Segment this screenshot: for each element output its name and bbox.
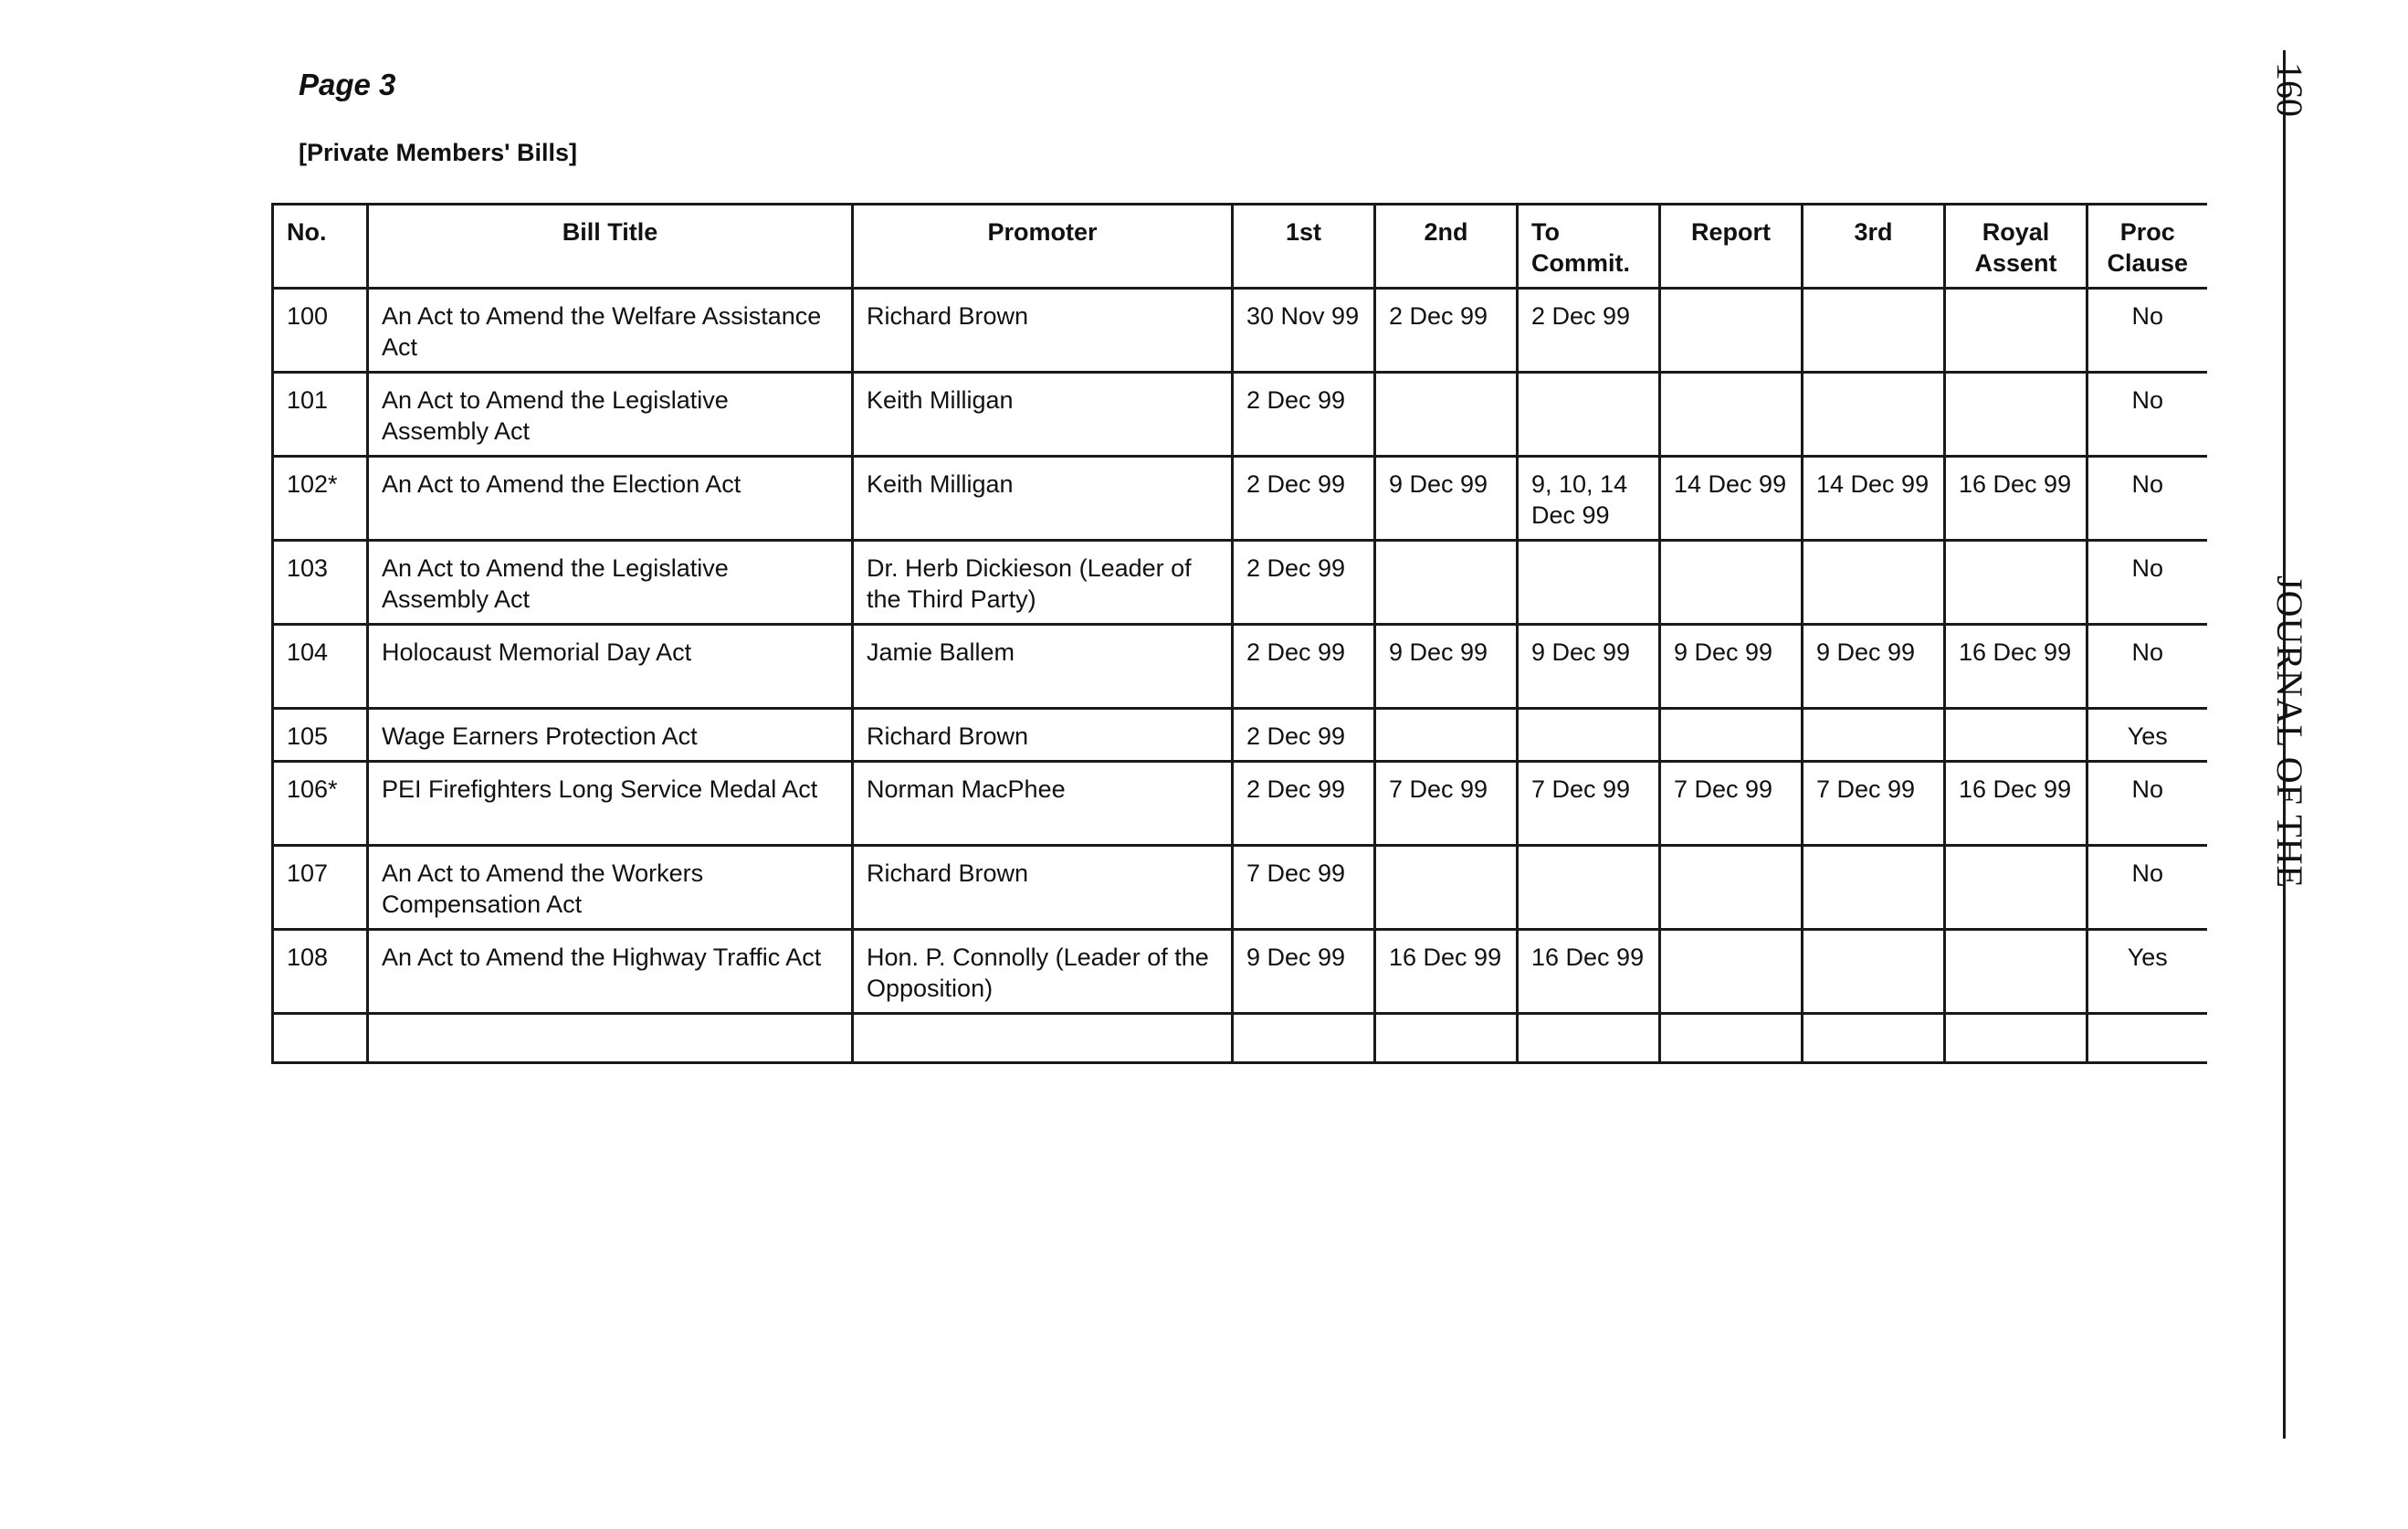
cell-bill-title: An Act to Amend the Workers Compensation Act xyxy=(368,846,853,930)
cell-third-reading: 14 Dec 99 xyxy=(1803,457,1945,541)
cell-promoter: Hon. P. Connolly (Leader of the Opposition) xyxy=(853,930,1233,1014)
cell-promoter: Richard Brown xyxy=(853,709,1233,762)
cell-empty xyxy=(1518,1014,1660,1063)
cell-third-reading xyxy=(1803,846,1945,930)
cell-royal-assent xyxy=(1945,846,2087,930)
cell-royal-assent xyxy=(1945,373,2087,457)
table-row xyxy=(273,930,2207,1014)
cell-to-committee: 16 Dec 99 xyxy=(1518,930,1660,1014)
cell-royal-assent xyxy=(1945,930,2087,1014)
cell-third-reading xyxy=(1803,709,1945,762)
cell-report xyxy=(1660,709,1803,762)
cell-second-reading xyxy=(1375,541,1518,625)
cell-first-reading: 2 Dec 99 xyxy=(1233,457,1375,541)
cell-first-reading: 30 Nov 99 xyxy=(1233,289,1375,373)
cell-third-reading: 9 Dec 99 xyxy=(1803,625,1945,709)
header-bill-title: Bill Title xyxy=(368,205,853,289)
cell-empty xyxy=(1233,1014,1375,1063)
cell-first-reading: 7 Dec 99 xyxy=(1233,846,1375,930)
cell-no: 104 xyxy=(273,625,368,709)
table-header-row xyxy=(273,205,2207,289)
cell-to-committee: 2 Dec 99 xyxy=(1518,289,1660,373)
cell-report xyxy=(1660,289,1803,373)
header-first-reading: 1st xyxy=(1233,205,1375,289)
cell-promoter: Keith Milligan xyxy=(853,373,1233,457)
header-third-reading: 3rd xyxy=(1803,205,1945,289)
header-royal-assent: Royal Assent xyxy=(1945,205,2087,289)
cell-first-reading: 9 Dec 99 xyxy=(1233,930,1375,1014)
cell-third-reading xyxy=(1803,373,1945,457)
cell-proc-clause: No xyxy=(2087,846,2207,930)
table-row xyxy=(273,289,2207,373)
cell-royal-assent xyxy=(1945,709,2087,762)
cell-second-reading: 16 Dec 99 xyxy=(1375,930,1518,1014)
cell-bill-title: An Act to Amend the Legislative Assembly Act xyxy=(368,373,853,457)
cell-bill-title: An Act to Amend the Welfare Assistance Act xyxy=(368,289,853,373)
cell-no: 105 xyxy=(273,709,368,762)
cell-proc-clause: Yes xyxy=(2087,709,2207,762)
table-row xyxy=(273,762,2207,846)
section-title: [Private Members' Bills] xyxy=(299,139,578,166)
cell-bill-title: An Act to Amend the Election Act xyxy=(368,457,853,541)
cell-bill-title: Holocaust Memorial Day Act xyxy=(368,625,853,709)
cell-second-reading xyxy=(1375,709,1518,762)
cell-report: 14 Dec 99 xyxy=(1660,457,1803,541)
cell-no: 102* xyxy=(273,457,368,541)
cell-no: 107 xyxy=(273,846,368,930)
page-label: Page 3 xyxy=(299,68,396,101)
cell-empty xyxy=(1945,1014,2087,1063)
cell-promoter: Richard Brown xyxy=(853,289,1233,373)
cell-promoter: Keith Milligan xyxy=(853,457,1233,541)
cell-to-committee xyxy=(1518,541,1660,625)
cell-no: 103 xyxy=(273,541,368,625)
cell-no: 100 xyxy=(273,289,368,373)
cell-promoter: Richard Brown xyxy=(853,846,1233,930)
cell-first-reading: 2 Dec 99 xyxy=(1233,762,1375,846)
table-row xyxy=(273,709,2207,762)
cell-bill-title: An Act to Amend the Highway Traffic Act xyxy=(368,930,853,1014)
cell-royal-assent: 16 Dec 99 xyxy=(1945,762,2087,846)
header-proc-clause: Proc Clause xyxy=(2087,205,2207,289)
cell-no: 106* xyxy=(273,762,368,846)
cell-to-committee xyxy=(1518,373,1660,457)
cell-proc-clause: Yes xyxy=(2087,930,2207,1014)
cell-second-reading: 7 Dec 99 xyxy=(1375,762,1518,846)
cell-royal-assent xyxy=(1945,289,2087,373)
header-promoter: Promoter xyxy=(853,205,1233,289)
cell-proc-clause: No xyxy=(2087,541,2207,625)
cell-royal-assent: 16 Dec 99 xyxy=(1945,625,2087,709)
cell-proc-clause: No xyxy=(2087,373,2207,457)
header-second-reading: 2nd xyxy=(1375,205,1518,289)
cell-to-committee: 9 Dec 99 xyxy=(1518,625,1660,709)
cell-report xyxy=(1660,930,1803,1014)
cell-promoter: Dr. Herb Dickieson (Leader of the Third Party) xyxy=(853,541,1233,625)
cell-to-committee xyxy=(1518,846,1660,930)
cell-empty xyxy=(1375,1014,1518,1063)
header-to-committee: To Commit. xyxy=(1518,205,1660,289)
cell-second-reading: 9 Dec 99 xyxy=(1375,457,1518,541)
cell-report xyxy=(1660,541,1803,625)
table-row xyxy=(273,373,2207,457)
table-row xyxy=(273,457,2207,541)
cell-empty xyxy=(273,1014,368,1063)
cell-empty xyxy=(1803,1014,1945,1063)
cell-proc-clause: No xyxy=(2087,762,2207,846)
cell-report xyxy=(1660,373,1803,457)
cell-to-committee: 7 Dec 99 xyxy=(1518,762,1660,846)
cell-to-committee xyxy=(1518,709,1660,762)
header-no: No. xyxy=(273,205,368,289)
cell-proc-clause: No xyxy=(2087,457,2207,541)
cell-bill-title: PEI Firefighters Long Service Medal Act xyxy=(368,762,853,846)
cell-first-reading: 2 Dec 99 xyxy=(1233,541,1375,625)
cell-second-reading xyxy=(1375,373,1518,457)
table-row xyxy=(273,625,2207,709)
cell-bill-title: An Act to Amend the Legislative Assembly Act xyxy=(368,541,853,625)
cell-promoter: Jamie Ballem xyxy=(853,625,1233,709)
cell-proc-clause: No xyxy=(2087,625,2207,709)
bills-table xyxy=(271,203,2207,1064)
cell-second-reading: 9 Dec 99 xyxy=(1375,625,1518,709)
cell-second-reading: 2 Dec 99 xyxy=(1375,289,1518,373)
cell-first-reading: 2 Dec 99 xyxy=(1233,625,1375,709)
cell-empty xyxy=(1660,1014,1803,1063)
cell-second-reading xyxy=(1375,846,1518,930)
cell-third-reading xyxy=(1803,930,1945,1014)
cell-royal-assent xyxy=(1945,541,2087,625)
cell-report: 7 Dec 99 xyxy=(1660,762,1803,846)
cell-first-reading: 2 Dec 99 xyxy=(1233,709,1375,762)
table-row-empty xyxy=(273,1014,2207,1063)
page-number: 160 xyxy=(2269,62,2310,117)
cell-first-reading: 2 Dec 99 xyxy=(1233,373,1375,457)
cell-third-reading xyxy=(1803,289,1945,373)
cell-no: 101 xyxy=(273,373,368,457)
cell-royal-assent: 16 Dec 99 xyxy=(1945,457,2087,541)
cell-empty xyxy=(853,1014,1233,1063)
table-row xyxy=(273,541,2207,625)
cell-empty xyxy=(368,1014,853,1063)
cell-proc-clause: No xyxy=(2087,289,2207,373)
cell-to-committee: 9, 10, 14 Dec 99 xyxy=(1518,457,1660,541)
header-report: Report xyxy=(1660,205,1803,289)
cell-third-reading: 7 Dec 99 xyxy=(1803,762,1945,846)
table-row xyxy=(273,846,2207,930)
cell-empty xyxy=(2087,1014,2207,1063)
running-head: JOURNAL OF THE xyxy=(2269,575,2310,889)
cell-promoter: Norman MacPhee xyxy=(853,762,1233,846)
cell-third-reading xyxy=(1803,541,1945,625)
cell-no: 108 xyxy=(273,930,368,1014)
cell-report xyxy=(1660,846,1803,930)
cell-report: 9 Dec 99 xyxy=(1660,625,1803,709)
cell-bill-title: Wage Earners Protection Act xyxy=(368,709,853,762)
